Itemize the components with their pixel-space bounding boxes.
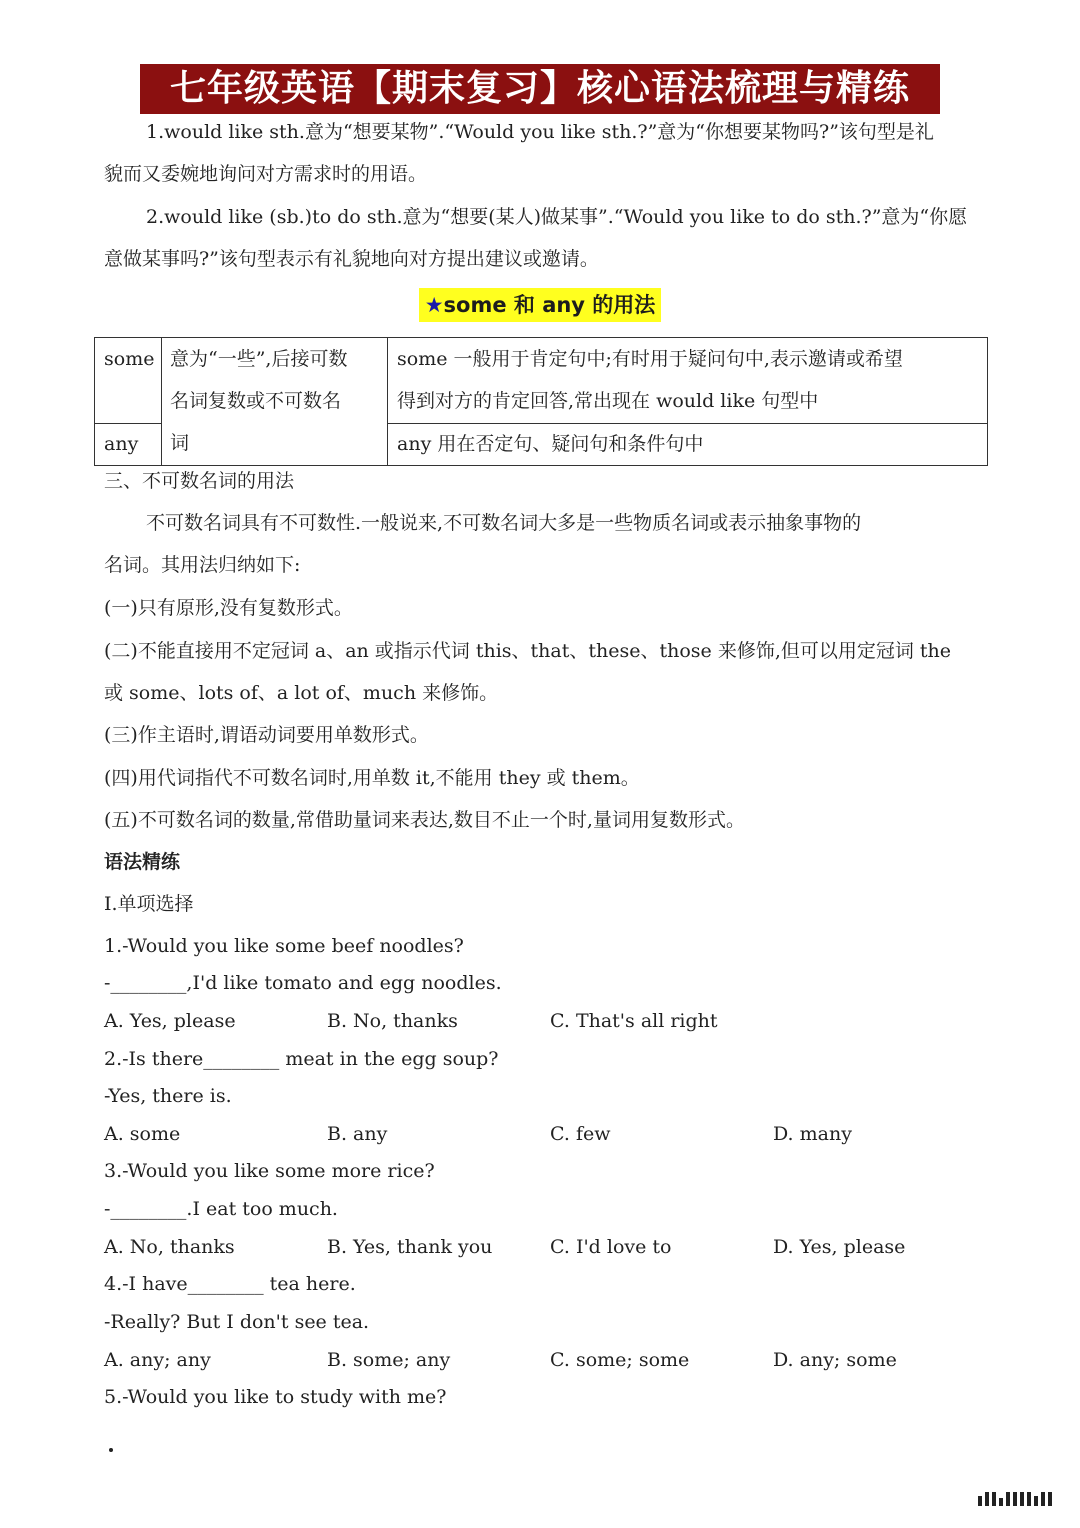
question-3-answer: -________.I eat too much. [104, 1198, 338, 1220]
meaning-line-3: 词 [170, 432, 190, 454]
uncountable-paragraph-line-2: 名词。其用法归纳如下: [104, 554, 301, 576]
question-4-option-a[interactable]: A. any; any [104, 1349, 211, 1371]
table-cell-any-usage: any 用在否定句、疑问句和条件句中 [397, 433, 704, 455]
some-usage-line-2: 得到对方的肯定回答,常出现在 would like 句型中 [397, 390, 819, 412]
question-4-option-c[interactable]: C. some; some [550, 1349, 690, 1371]
question-1: 1.-Would you like some beef noodles? [104, 935, 464, 957]
uncountable-rule-4: (四)用代词指代不可数名词时,用单数 it,不能用 they 或 them。 [104, 767, 640, 789]
table-cell-some-usage [388, 338, 987, 422]
question-1-option-b[interactable]: B. No, thanks [327, 1010, 458, 1032]
some-any-heading [419, 288, 661, 322]
page-title: 七年级英语【期末复习】核心语法梳理与精练 [140, 64, 940, 114]
intro-paragraph-1-line-2: 貌而又委婉地询问对方需求时的用语。 [104, 163, 428, 185]
question-2-answer: -Yes, there is. [104, 1085, 232, 1107]
meaning-line-1: 意为“一些”,后接可数 [170, 348, 348, 370]
uncountable-rule-2-line-2: 或 some、lots of、a lot of、much 来修饰。 [104, 682, 499, 704]
table-cell-meaning [161, 338, 387, 464]
question-3: 3.-Would you like some more rice? [104, 1160, 435, 1182]
table-cell-any: any [104, 433, 139, 455]
question-2-option-c[interactable]: C. few [550, 1123, 611, 1145]
practice-heading: 语法精练 [104, 851, 181, 873]
uncountable-rule-5: (五)不可数名词的数量,常借助量词来表达,数目不止一个时,量词用复数形式。 [104, 809, 745, 831]
page-edge-marks [978, 1492, 1052, 1506]
question-4-option-d[interactable]: D. any; some [773, 1349, 897, 1371]
uncountable-rule-3: (三)作主语时,谓语动词要用单数形式。 [104, 724, 429, 746]
star-icon: ★ [424, 293, 444, 317]
question-2-option-a[interactable]: A. some [104, 1123, 181, 1145]
table-cell-some: some [104, 348, 155, 370]
question-1-answer: -________,I'd like tomato and egg noodles. [104, 972, 502, 994]
meaning-line-2: 名词复数或不可数名 [170, 390, 342, 412]
question-3-option-c[interactable]: C. I'd love to [550, 1236, 672, 1258]
question-4: 4.-I have________ tea here. [104, 1273, 356, 1295]
some-any-heading-text: some 和 any 的用法 [443, 293, 656, 317]
question-1-option-a[interactable]: A. Yes, please [104, 1010, 236, 1032]
uncountable-heading: 三、不可数名词的用法 [104, 470, 295, 492]
intro-paragraph-2-line-1: 2.would like (sb.)to do sth.意为“想要(某人)做某事”.“Would you like to do sth.?”意为“你愿 [146, 206, 968, 228]
question-3-option-b[interactable]: B. Yes, thank you [327, 1236, 493, 1258]
question-3-option-a[interactable]: A. No, thanks [104, 1236, 235, 1258]
bullet-dot [109, 1448, 113, 1452]
question-3-option-d[interactable]: D. Yes, please [773, 1236, 906, 1258]
uncountable-rule-1: (一)只有原形,没有复数形式。 [104, 597, 353, 619]
intro-paragraph-1-line-1: 1.would like sth.意为“想要某物”.“Would you like sth.?”意为“你想要某物吗?”该句型是礼 [146, 121, 934, 143]
question-4-answer: -Really? But I don't see tea. [104, 1311, 370, 1333]
question-1-option-c[interactable]: C. That's all right [550, 1010, 718, 1032]
intro-paragraph-2-line-2: 意做某事吗?”该句型表示有礼貌地向对方提出建议或邀请。 [104, 248, 599, 270]
question-2: 2.-Is there________ meat in the egg soup? [104, 1048, 499, 1070]
some-any-table [94, 337, 988, 466]
uncountable-paragraph-line-1: 不可数名词具有不可数性.一般说来,不可数名词大多是一些物质名词或表示抽象事物的 [146, 512, 862, 534]
practice-section-title: I.单项选择 [104, 893, 194, 915]
question-2-option-b[interactable]: B. any [327, 1123, 388, 1145]
question-2-option-d[interactable]: D. many [773, 1123, 852, 1145]
question-5: 5.-Would you like to study with me? [104, 1386, 447, 1408]
uncountable-rule-2-line-1: (二)不能直接用不定冠词 a、an 或指示代词 this、that、these、those 来修饰,但可以用定冠词 the [104, 640, 952, 662]
question-4-option-b[interactable]: B. some; any [327, 1349, 451, 1371]
some-usage-line-1: some 一般用于肯定句中;有时用于疑问句中,表示邀请或希望 [397, 348, 903, 370]
